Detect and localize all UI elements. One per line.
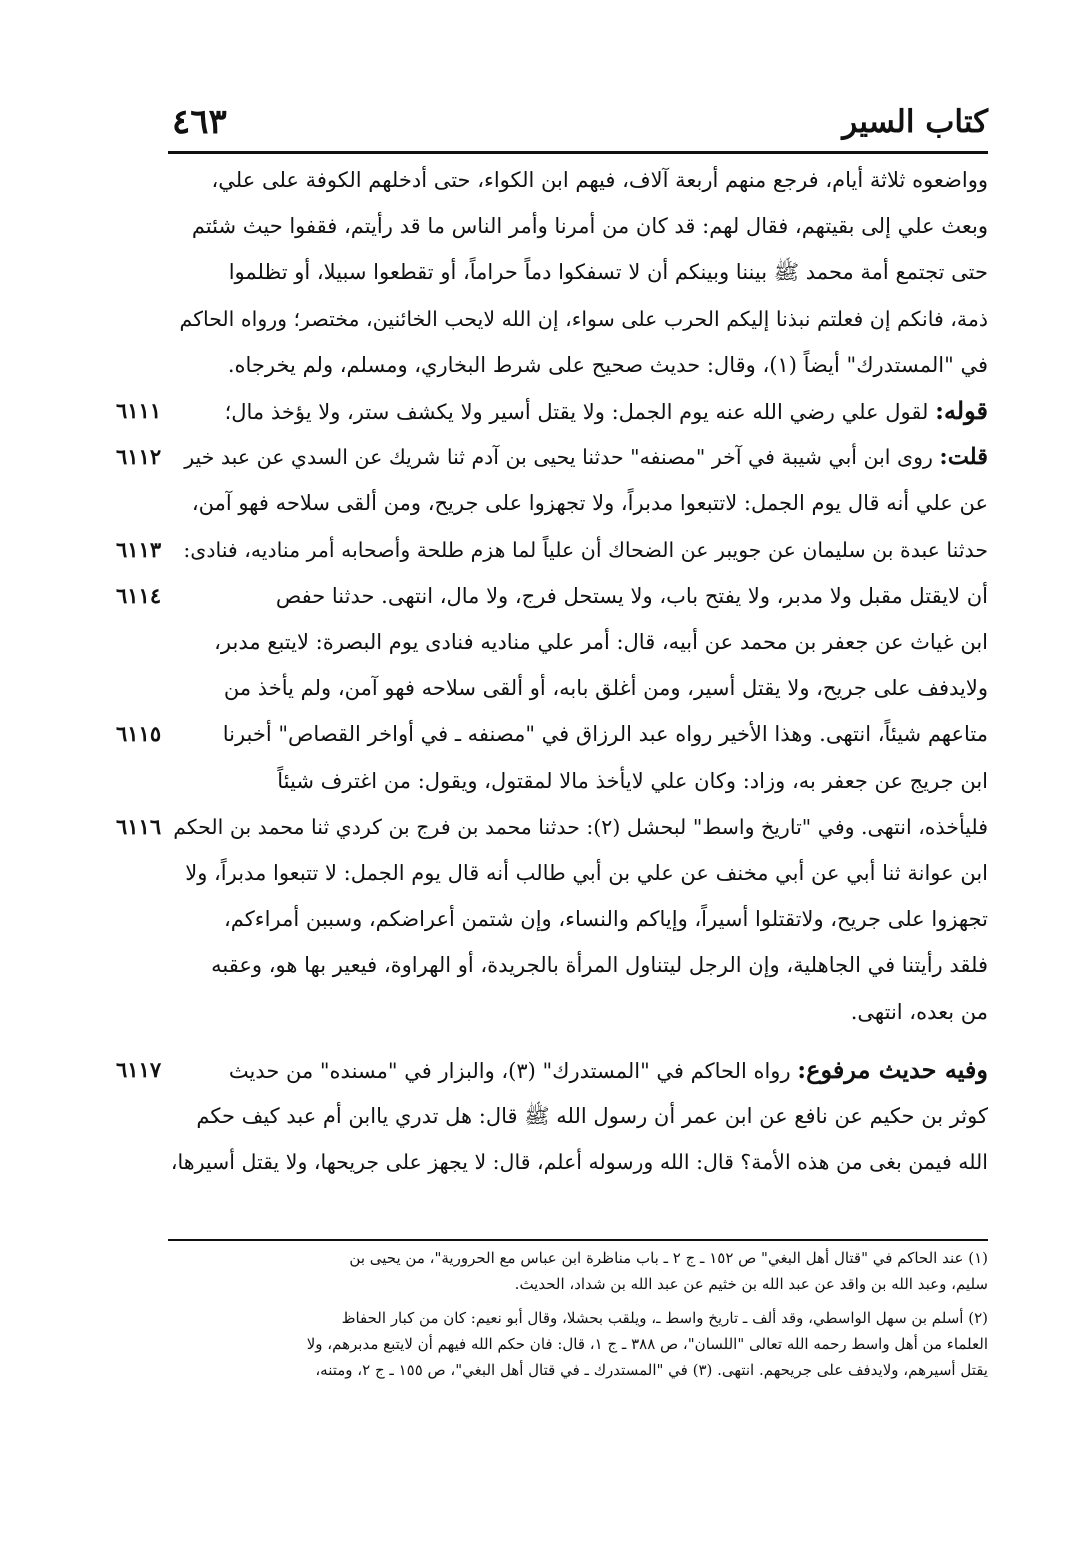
text-line [225, 389, 988, 433]
text-line [185, 851, 988, 895]
footnote-line: سليم، وعبد الله بن واقد عن عبد الله بن خثيم عن عبد الله بن شداد، الحديث. [514, 1275, 988, 1293]
text-line [277, 759, 988, 803]
text-line [276, 574, 988, 618]
line-text: وبعث علي إلى بقيتهم، فقال لهم: قد كان من أمرنا وأمر الناس ما قد رأيتم، فقفوا حيث شئتم [191, 214, 988, 238]
text-line [196, 1094, 988, 1138]
hadith-number: ٦١١٦ [116, 814, 162, 839]
text-line [214, 620, 988, 664]
line-text: لقول علي رضي الله عنه يوم الجمل: ولا يقتل أسير ولا يكشف ستر، ولا يؤخذ مال؛ [224, 400, 936, 424]
line-text: رواه الحاكم في "المستدرك" (٣)، والبزار في "مسنده" من حديث [228, 1059, 798, 1083]
footnote-line: العلماء من أهل واسط رحمه الله تعالى "اللسان"، ص ٣٨٨ ـ ج ١، قال: فان حكم الله فيهم أن لايتبع مدبرهم، ولا [306, 1335, 988, 1353]
footnote-line: (٢) أسلم بن سهل الواسطي، وقد ألف ـ تاريخ واسط ـ، ويلقب بحشلا، وقال أبو نعيم: كان من كبار الحفاظ [341, 1309, 988, 1327]
line-text: كوثر بن حكيم عن نافع عن ابن عمر أن رسول الله ﷺ قال: هل تدري ياابن أم عبد كيف حكم [196, 1104, 988, 1128]
line-text: فليأخذه، انتهى. وفي "تاريخ واسط" لبحشل (٢): حدثنا محمد بن فرج بن كردي ثنا محمد بن الحكم [173, 815, 988, 839]
hadith-number: ٦١١١ [116, 398, 162, 423]
page-header [168, 102, 988, 152]
text-line [192, 204, 988, 248]
text-line [211, 943, 988, 987]
line-text: تجهزوا على جريح، ولاتقتلوا أسيراً، وإياكم والنساء، وإن شتمن أعراضكم، وسببن أمراءكم، [224, 907, 988, 931]
line-text: ابن جريج عن جعفر به، وزاد: وكان علي لايأخذ مالا لمقتول، ويقول: من اغترف شيئاً [277, 769, 988, 793]
footnote-line: يقتل أسيرهم، ولايدفف على جريحهم. انتهى. (٣) في "المستدرك ـ في قتال أهل البغي"، ص ١٥٥ ـ ج ٢، ومتنه، [315, 1361, 988, 1379]
text-line [851, 990, 988, 1034]
hadith-number: ٦١١٤ [116, 583, 162, 608]
hadith-number: ٦١١٣ [116, 537, 162, 562]
lead-word: قلت: [939, 444, 988, 470]
line-text: فلقد رأيتنا في الجاهلية، وإن الرجل ليتناول المرأة بالجريدة، أو الهراوة، فيعير بها هو، وعقبه [211, 953, 988, 977]
text-line [171, 1140, 988, 1184]
line-text: ابن عوانة ثنا أبي عن أبي مخنف عن علي بن أبي طالب أنه قال يوم الجمل: لا تتبعوا مدبراً، ولا [185, 861, 988, 885]
line-text: من بعده، انتهى. [850, 1000, 988, 1024]
text-line [228, 343, 988, 387]
line-text: حدثنا عبدة بن سليمان عن جويبر عن الضحاك أن علياً لما هزم طلحة وأصحابه أمر مناديه، فنادى: [183, 538, 988, 562]
text-line [224, 897, 988, 941]
hadith-number: ٦١١٥ [116, 721, 162, 746]
text-line [192, 481, 988, 525]
line-text: عن علي أنه قال يوم الجمل: لاتتبعوا مدبراً، ولا تجهزوا على جريح، ومن ألقى سلاحه فهو آمن، [191, 491, 988, 515]
footnote-line: (١) عند الحاكم في "قتال أهل البغي" ص ١٥٢ ـ ج ٢ ـ باب مناظرة ابن عباس مع الحرورية"، من يحيى بن [349, 1249, 988, 1267]
line-text: ابن غياث عن جعفر بن محمد عن أبيه، قال: أمر علي مناديه فنادى يوم البصرة: لايتبع مدبر، [214, 630, 988, 654]
text-line [184, 435, 988, 479]
lead-word: قوله: [935, 396, 988, 425]
text-line [180, 297, 988, 341]
text-line [223, 712, 988, 756]
text-line [183, 528, 988, 572]
line-text: الله فيمن بغى من هذه الأمة؟ قال: الله ورسوله أعلم، قال: لا يجهز على جريحها، ولا يقتل أسيرها، [170, 1150, 988, 1174]
line-text: ولايدفف على جريح، ولا يقتل أسير، ومن أغلق بابه، أو ألقى سلاحه فهو آمن، ولم يأخذ من [223, 676, 988, 700]
lead-word: وفيه حديث مرفوع: [797, 1055, 988, 1084]
line-text: حتى تجتمع أمة محمد ﷺ بيننا وبينكم أن لا تسفكوا دماً حراماً، أو تقطعوا سبيلا، أو تظلموا [228, 260, 988, 284]
footnote-divider [168, 1239, 988, 1241]
hadith-number: ٦١١٧ [116, 1057, 162, 1082]
hadith-number: ٦١١٢ [116, 444, 162, 469]
text-line [229, 1048, 988, 1092]
text-line [212, 158, 989, 202]
text-line [173, 805, 988, 849]
line-text: روى ابن أبي شيبة في آخر "مصنفه" حدثنا يحيى بن آدم ثنا شريك عن السدي عن عبد خير [184, 445, 940, 469]
line-text: أن لايقتل مقبل ولا مدبر، ولا يفتح باب، ولا يستحل فرج، ولا مال، انتهى. حدثنا حفص [275, 584, 988, 608]
page-number: ٤٦٣ [172, 102, 227, 142]
line-text: في "المستدرك" أيضاً (١)، وقال: حديث صحيح على شرط البخاري، ومسلم، ولم يخرجاه. [227, 353, 988, 377]
line-text: متاعهم شيئاً، انتهى. وهذا الأخير رواه عبد الرزاق في "مصنفه ـ في أواخر القصاص" أخبرنا [222, 722, 988, 746]
text-line [224, 666, 988, 710]
line-text: ذمة، فانكم إن فعلتم نبذنا إليكم الحرب على سواء، إن الله لايحب الخائنين، مختصر؛ ورواه الحاكم [179, 307, 988, 331]
text-line [229, 250, 988, 294]
chapter-title: كتاب السير [842, 104, 988, 140]
line-text: وواضعوه ثلاثة أيام، فرجع منهم أربعة آلاف، فيهم ابن الكواء، حتى أدخلهم الكوفة على علي، [211, 168, 988, 192]
header-divider [168, 151, 988, 154]
